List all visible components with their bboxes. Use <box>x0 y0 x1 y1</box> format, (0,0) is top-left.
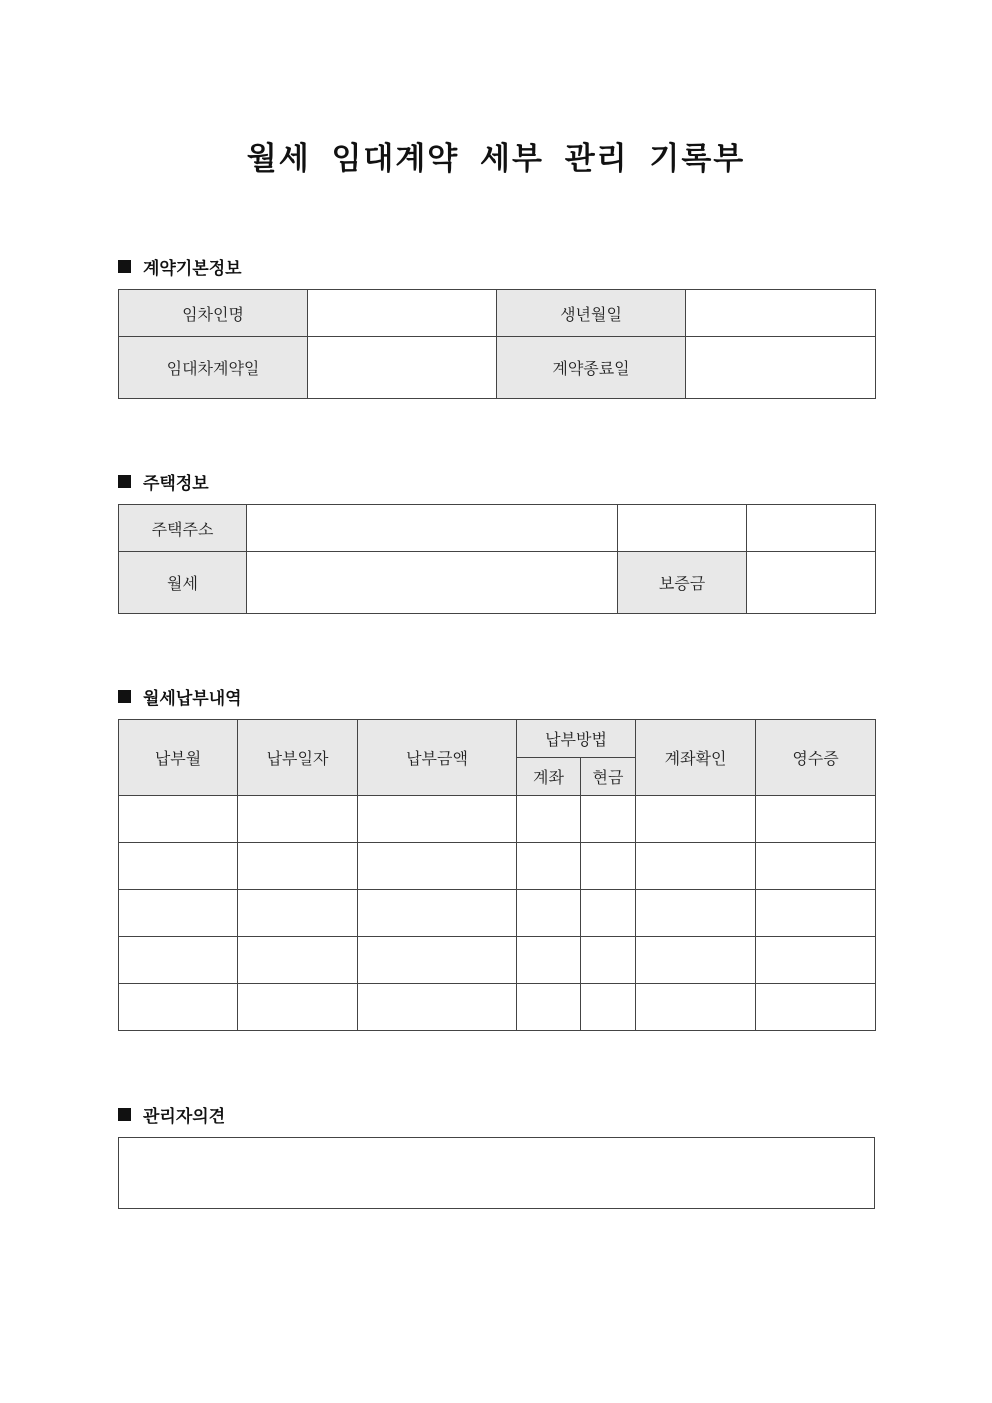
payment-cash-cell[interactable] <box>581 937 636 984</box>
receipt-cell[interactable] <box>756 937 876 984</box>
address-field[interactable] <box>247 505 618 552</box>
account-check-cell[interactable] <box>636 937 756 984</box>
account-check-cell[interactable] <box>636 890 756 937</box>
payment-date-cell[interactable] <box>238 984 358 1031</box>
section-heading-label: 계약기본정보 <box>143 259 242 279</box>
house-info-table <box>118 504 876 614</box>
black-square-icon <box>118 260 131 273</box>
receipt-cell[interactable] <box>756 984 876 1031</box>
birth-date-field[interactable] <box>686 290 876 337</box>
address-label: 주택주소 <box>119 505 247 552</box>
payment-cash-cell[interactable] <box>581 796 636 843</box>
contract-end-label: 계약종료일 <box>497 337 686 399</box>
column-header-method-cash: 현금 <box>581 758 636 796</box>
address-extra-field[interactable] <box>618 505 747 552</box>
payment-month-cell[interactable] <box>119 796 238 843</box>
manager-comment-box[interactable] <box>118 1137 875 1209</box>
contract-date-label: 임대차계약일 <box>119 337 308 399</box>
account-check-cell[interactable] <box>636 796 756 843</box>
table-row <box>119 890 876 937</box>
birth-date-label: 생년월일 <box>497 290 686 337</box>
payment-account-cell[interactable] <box>517 796 581 843</box>
payment-history-table <box>118 719 876 1031</box>
payment-date-cell[interactable] <box>238 796 358 843</box>
section-heading-manager <box>118 1102 225 1127</box>
payment-month-cell[interactable] <box>119 984 238 1031</box>
table-row <box>119 984 876 1031</box>
payment-date-cell[interactable] <box>238 843 358 890</box>
contract-end-field[interactable] <box>686 337 876 399</box>
payment-date-cell[interactable] <box>238 937 358 984</box>
address-extra-field[interactable] <box>747 505 876 552</box>
payment-account-cell[interactable] <box>517 890 581 937</box>
column-header-month: 납부월 <box>119 720 238 796</box>
black-square-icon <box>118 1108 131 1121</box>
account-check-cell[interactable] <box>636 843 756 890</box>
deposit-label: 보증금 <box>618 552 747 614</box>
table-row <box>119 796 876 843</box>
column-header-date: 납부일자 <box>238 720 358 796</box>
receipt-cell[interactable] <box>756 796 876 843</box>
payment-account-cell[interactable] <box>517 984 581 1031</box>
column-header-receipt: 영수증 <box>756 720 876 796</box>
payment-month-cell[interactable] <box>119 843 238 890</box>
contract-date-field[interactable] <box>308 337 497 399</box>
payment-amount-cell[interactable] <box>358 984 517 1031</box>
payment-cash-cell[interactable] <box>581 843 636 890</box>
section-heading-label: 관리자의견 <box>143 1107 226 1127</box>
payment-date-cell[interactable] <box>238 890 358 937</box>
payment-month-cell[interactable] <box>119 890 238 937</box>
section-heading-house <box>118 469 209 494</box>
contract-info-table <box>118 289 876 399</box>
black-square-icon <box>118 475 131 488</box>
payment-amount-cell[interactable] <box>358 796 517 843</box>
account-check-cell[interactable] <box>636 984 756 1031</box>
receipt-cell[interactable] <box>756 843 876 890</box>
black-square-icon <box>118 690 131 703</box>
payment-amount-cell[interactable] <box>358 843 517 890</box>
section-heading-label: 주택정보 <box>143 474 209 494</box>
deposit-field[interactable] <box>747 552 876 614</box>
tenant-name-field[interactable] <box>308 290 497 337</box>
column-header-method: 납부방법 <box>517 720 636 758</box>
column-header-method-account: 계좌 <box>517 758 581 796</box>
column-header-amount: 납부금액 <box>358 720 517 796</box>
table-row <box>119 937 876 984</box>
payment-account-cell[interactable] <box>517 937 581 984</box>
payment-amount-cell[interactable] <box>358 890 517 937</box>
section-heading-contract <box>118 254 242 279</box>
section-heading-label: 월세납부내역 <box>143 689 242 709</box>
section-heading-payments <box>118 684 242 709</box>
monthly-rent-field[interactable] <box>247 552 618 614</box>
monthly-rent-label: 월세 <box>119 552 247 614</box>
receipt-cell[interactable] <box>756 890 876 937</box>
column-header-account-check: 계좌확인 <box>636 720 756 796</box>
tenant-name-label: 임차인명 <box>119 290 308 337</box>
payment-cash-cell[interactable] <box>581 984 636 1031</box>
payment-account-cell[interactable] <box>517 843 581 890</box>
table-row <box>119 843 876 890</box>
payment-amount-cell[interactable] <box>358 937 517 984</box>
payment-month-cell[interactable] <box>119 937 238 984</box>
payment-cash-cell[interactable] <box>581 890 636 937</box>
document-title: 월세 임대계약 세부 관리 기록부 <box>246 141 746 177</box>
